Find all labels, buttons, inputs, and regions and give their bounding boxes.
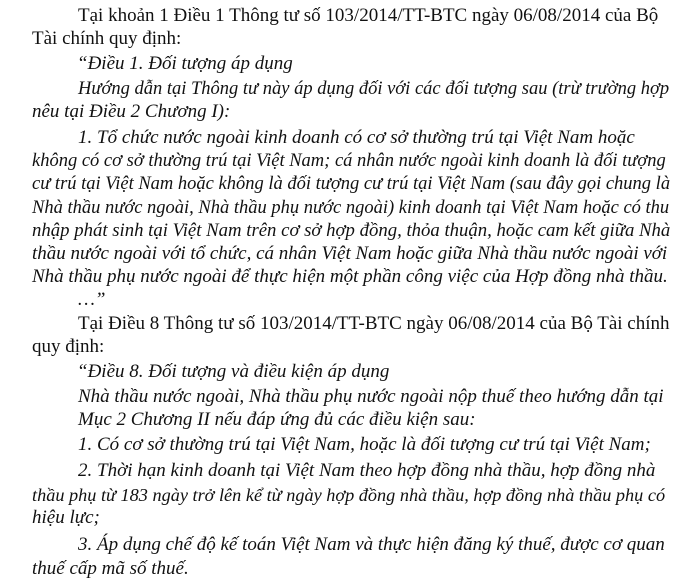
paragraph-line: Hướng dẫn tại Thông tư này áp dụng đối với các đối tượng sau (trừ trường hợp bbox=[78, 79, 670, 99]
paragraph-line: 1. Có cơ sở thường trú tại Việt Nam, hoặc là đối tượng cư trú tại Việt Nam; bbox=[78, 434, 651, 455]
paragraph-line: Tại khoản 1 Điều 1 Thông tư số 103/2014/TT-BTC ngày 06/08/2014 của Bộ bbox=[78, 5, 659, 26]
paragraph-line: 3. Áp dụng chế độ kế toán Việt Nam và thực hiện đăng ký thuế, được cơ quan bbox=[78, 534, 665, 555]
paragraph-line: không có cơ sở thường trú tại Việt Nam; cá nhân nước ngoài kinh doanh là đối tượng bbox=[32, 151, 666, 171]
paragraph-line: nêu tại Điều 2 Chương I): bbox=[32, 101, 231, 122]
paragraph-line: quy định: bbox=[32, 336, 105, 357]
paragraph-line: hiệu lực; bbox=[32, 507, 100, 528]
paragraph-line: Nhà thầu nước ngoài, Nhà thầu phụ nước ngoài nộp thuế theo hướng dẫn tại bbox=[78, 386, 664, 407]
article-heading: “Điều 1. Đối tượng áp dụng bbox=[77, 53, 293, 74]
paragraph-line: Tại Điều 8 Thông tư số 103/2014/TT-BTC ngày 06/08/2014 của Bộ Tài chính bbox=[78, 313, 670, 334]
paragraph-line: thuế cấp mã số thuế. bbox=[32, 558, 189, 579]
paragraph-line: cư trú tại Việt Nam hoặc không là đối tượng cư trú tại Việt Nam (sau đây gọi chung là bbox=[32, 174, 671, 194]
ellipsis-quote-end: …” bbox=[78, 289, 106, 310]
paragraph-line: 2. Thời hạn kinh doanh tại Việt Nam theo hợp đồng nhà thầu, hợp đồng nhà bbox=[78, 460, 656, 481]
paragraph-line: 1. Tổ chức nước ngoài kinh doanh có cơ sở thường trú tại Việt Nam hoặc bbox=[78, 127, 635, 148]
paragraph-line: nhập phát sinh tại Việt Nam trên cơ sở hợp đồng, thỏa thuận, hoặc cam kết giữa Nhà bbox=[32, 220, 671, 241]
paragraph-line: Nhà thầu nước ngoài, Nhà thầu phụ nước ngoài) kinh doanh tại Việt Nam hoặc có thu bbox=[32, 198, 670, 218]
paragraph-line: thầu phụ từ 183 ngày trở lên kể từ ngày hợp đồng nhà thầu, hợp đồng nhà thầu phụ có bbox=[32, 485, 666, 505]
paragraph-line: Mục 2 Chương II nếu đáp ứng đủ các điều kiện sau: bbox=[78, 409, 476, 430]
paragraph-line: thầu nước ngoài với tổ chức, cá nhân Việt Nam hoặc giữa Nhà thầu nước ngoài với bbox=[32, 243, 668, 264]
paragraph-line: Nhà thầu phụ nước ngoài để thực hiện một phần công việc của Hợp đồng nhà thầu. bbox=[32, 266, 668, 287]
article-heading: “Điều 8. Đối tượng và điều kiện áp dụng bbox=[77, 361, 390, 382]
paragraph-line: Tài chính quy định: bbox=[32, 28, 182, 49]
